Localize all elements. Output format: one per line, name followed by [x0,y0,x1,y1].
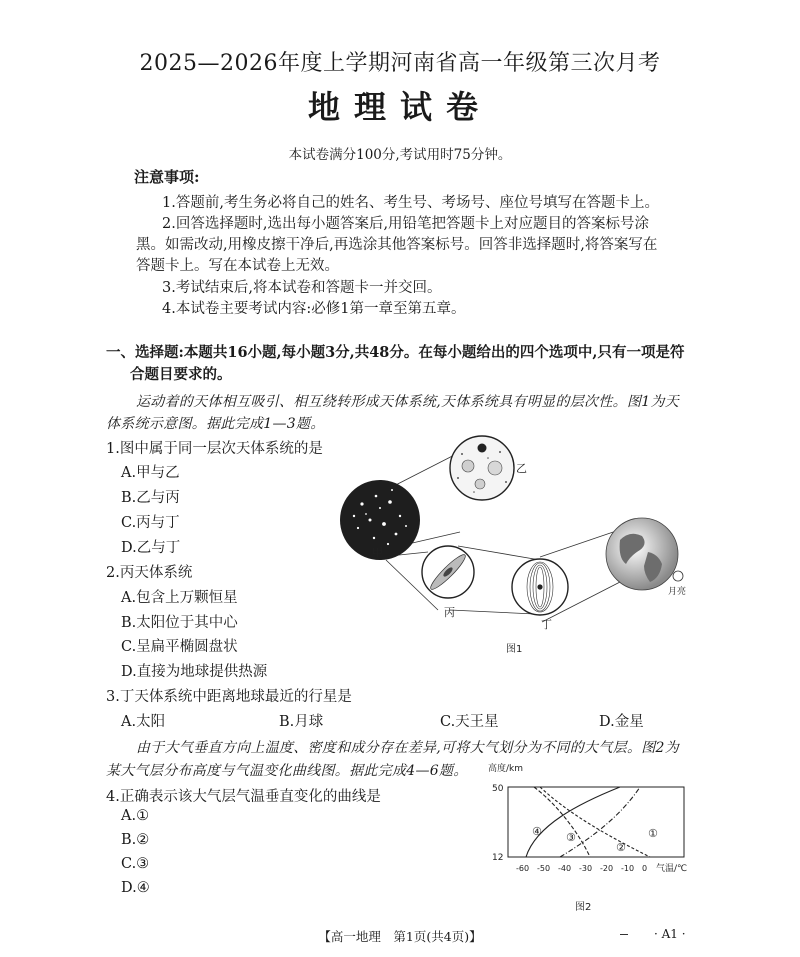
q3-option-a: A.太阳 [121,714,166,730]
curve-3-line [534,787,590,857]
notes-heading: 注意事项: [134,168,200,186]
q2-option-a: A.包含上万颗恒星 [121,590,238,606]
fig2-y-bottom: 12 [492,853,504,863]
curve-4-line [526,787,620,857]
fig2-x-tick: 0 [642,864,648,873]
fig2-ylabel: 高度/km [488,764,524,774]
note-item-2-line-3: 答题卡上。写在本试卷上无效。 [136,258,339,274]
figure-1-celestial-systems [330,432,700,657]
q1-stem: 1.图中属于同一层次天体系统的是 [106,441,323,457]
section-1-heading-cont: 合题目要求的。 [130,366,232,383]
figure-1-caption: 图1 [506,644,523,655]
q2-stem: 2.丙天体系统 [106,565,193,581]
q4-option-c: C.③ [121,856,150,872]
fig2-x-tick: -50 [537,864,551,873]
fig2-x-tick: -60 [516,864,530,873]
exam-code: · A1 · [654,927,686,941]
curve-1-label: ① [648,827,658,840]
fig2-x-ticks [516,864,647,873]
q3-option-d: D.金星 [599,714,644,730]
q3-option-c: C.天王星 [440,714,499,730]
label-moon: 月亮 [668,587,687,597]
passage-1-line-2: 体系统示意图。据此完成1—3题。 [106,416,325,432]
note-item-2-line-2: 黑。如需改动,用橡皮擦干净后,再选涂其他答案标号。回答非选择题时,将答案写在 [136,237,658,253]
figure-2-caption: 图2 [575,902,592,913]
curve-3-label: ③ [566,831,576,844]
passage-2-line-1: 由于大气垂直方向上温度、密度和成分存在差异,可将大气划分为不同的大气层。图2为 [136,740,680,756]
q1-option-d: D.乙与丁 [121,540,181,556]
page-footer: 【高一地理 第1页(共4页)】 [318,929,482,944]
fig2-x-tick: -10 [621,864,635,873]
note-item-2-line-1: 2.回答选择题时,选出每小题答案后,用铅笔把答题卡上对应题目的答案标号涂 [162,216,650,232]
q4-option-b: B.② [121,832,150,848]
curve-2-line [560,787,640,857]
q4-stem: 4.正确表示该大气层气温垂直变化的曲线是 [106,789,381,805]
q2-option-d: D.直接为地球提供热源 [121,664,268,680]
cluster-yi [450,436,514,500]
q4-option-a: A.① [121,808,150,824]
footer-mark [620,934,628,935]
label-yi: 乙 [516,462,527,475]
q1-option-b: B.乙与丙 [121,490,180,506]
q2-option-c: C.呈扁平椭圆盘状 [121,639,238,655]
figure-2-temperature-altitude [470,755,695,915]
curve-2-label: ② [616,841,626,854]
q1-option-a: A.甲与乙 [121,465,180,481]
milky-way-bing [422,546,474,598]
exam-info: 本试卷满分100分,考试用时75分钟。 [288,147,512,163]
fig2-xlabel: 气温/℃ [656,864,688,874]
q3-stem: 3.丁天体系统中距离地球最近的行星是 [106,689,352,705]
q2-option-b: B.太阳位于其中心 [121,615,238,631]
fig2-y-top: 50 [492,784,504,794]
note-item-3: 3.考试结束后,将本试卷和答题卡一并交回。 [162,280,442,296]
subject-title: 地理试卷 [307,88,492,126]
note-item-1: 1.答题前,考生务必将自己的姓名、考生号、考场号、座位号填写在答题卡上。 [162,195,659,211]
solar-system-ding [512,559,568,615]
curve-4-label: ④ [532,825,542,838]
fig2-x-tick: -30 [579,864,593,873]
exam-title: 2025—2026年度上学期河南省高一年级第三次月考 [139,51,661,76]
earth [606,518,678,590]
fig2-x-tick: -40 [558,864,572,873]
section-1-heading: 一、选择题:本题共16小题,每小题3分,共48分。在每小题给出的四个选项中,只有一项是符 [106,344,685,361]
passage-1-line-1: 运动着的天体相互吸引、相互绕转形成天体系统,天体系统具有明显的层次性。图1为天 [136,394,680,410]
moon [673,571,683,581]
label-jia: 甲 [372,546,383,559]
passage-2-line-2: 某大气层分布高度与气温变化曲线图。据此完成4—6题。 [106,763,468,779]
q4-option-d: D.④ [121,880,150,896]
q1-option-c: C.丙与丁 [121,515,180,531]
note-item-4: 4.本试卷主要考试内容:必修1第一章至第五章。 [162,301,466,317]
label-bing: 丙 [444,606,455,619]
q3-option-b: B.月球 [279,714,324,730]
fig2-x-tick: -20 [600,864,614,873]
label-ding: 丁 [541,618,552,631]
